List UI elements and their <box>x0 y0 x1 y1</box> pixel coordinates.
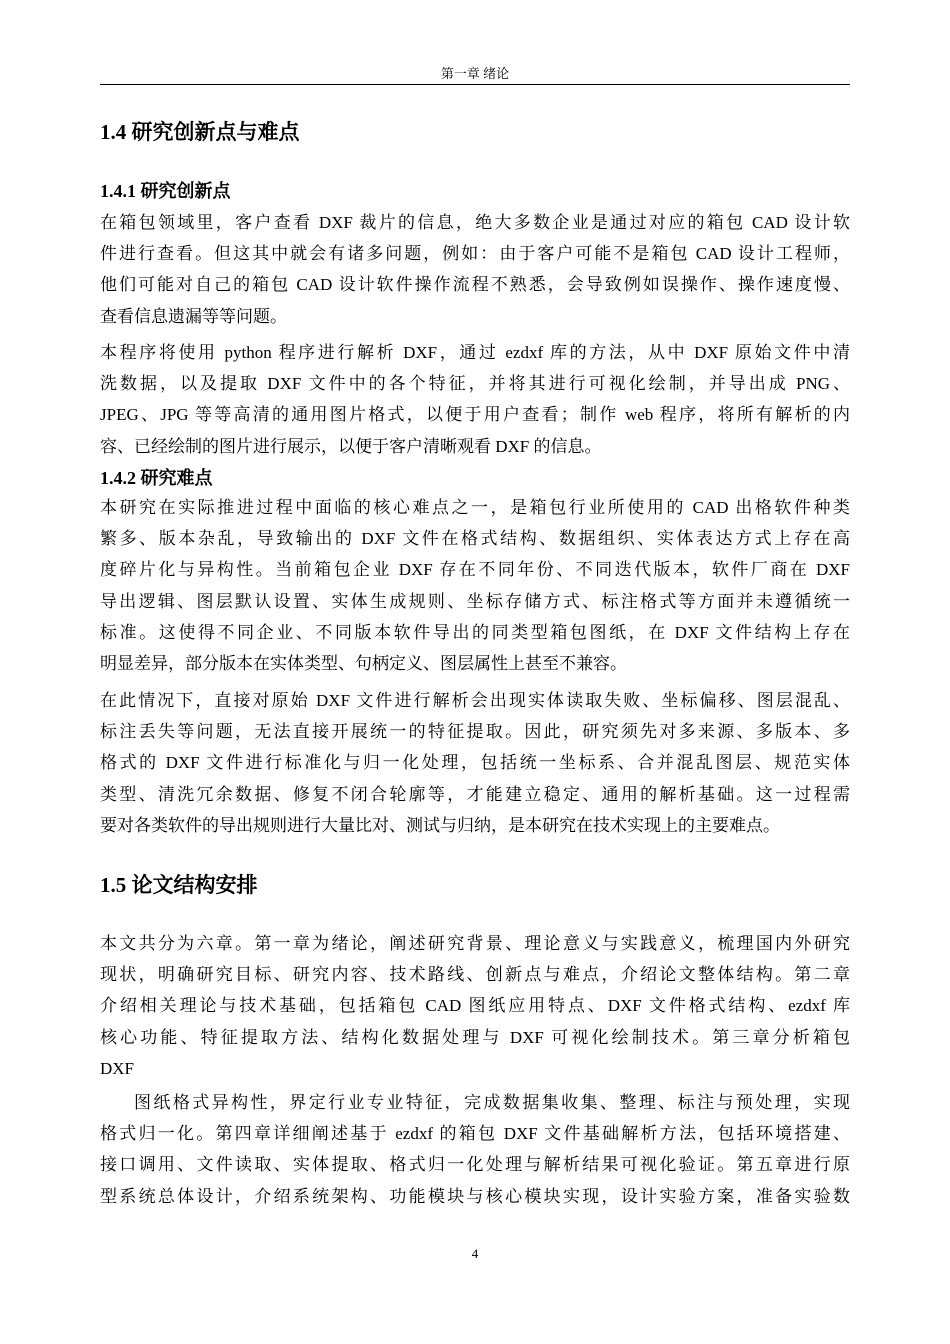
section-heading-1-4: 1.4 研究创新点与难点 <box>100 120 300 144</box>
text-line: 容、已经绘制的图片进行展示，以便于客户清晰观看 DXF 的信息。 <box>100 436 602 456</box>
text-line: 本研究在实际推进过程中面临的核心难点之一，是箱包行业所使用的 CAD 出格软件种类 <box>100 498 850 517</box>
text-line: 介绍相关理论与技术基础，包括箱包 CAD 图纸应用特点、DXF 文件格式结构、ezdxf 库 <box>100 996 850 1016</box>
text-line: 现状，明确研究目标、研究内容、技术路线、创新点与难点，介绍论文整体结构。第二章 <box>100 965 850 985</box>
text-line: 格式的 DXF 文件进行标准化与归一化处理，包括统一坐标系、合并混乱图层、规范实体 <box>100 753 850 773</box>
text-line: DXF <box>100 1058 135 1078</box>
text-line: 在此情况下，直接对原始 DXF 文件进行解析会出现实体读取失败、坐标偏移、图层混乱、 <box>100 691 850 710</box>
text-line: 要对各类软件的导出规则进行大量比对、测试与归纳，是本研究在技术实现上的主要难点。 <box>100 815 780 835</box>
text-line: 繁多、版本杂乱，导致输出的 DXF 文件在格式结构、数据组织、实体表达方式上存在高 <box>100 529 850 549</box>
paragraph-structure-1 <box>100 928 850 1084</box>
text-line: 在箱包领域里，客户查看 DXF 裁片的信息，绝大多数企业是通过对应的箱包 CAD 设计软 <box>100 213 850 232</box>
text-line: JPEG、JPG 等等高清的通用图片格式，以便于用户查看；制作 web 程序，将所有解析的内 <box>100 405 850 425</box>
section-heading-1-4-2: 1.4.2 研究难点 <box>100 468 213 488</box>
text-line: 图纸格式异构性，界定行业专业特征，完成数据集收集、整理、标注与预处理，实现 <box>134 1093 850 1112</box>
text-line: 接口调用、文件读取、实体提取、格式归一化处理与解析结果可视化验证。第五章进行原 <box>100 1155 850 1175</box>
paragraph-innovation-2 <box>100 337 850 462</box>
text-line: 查看信息遗漏等等问题。 <box>100 306 287 326</box>
text-line: 度碎片化与异构性。当前箱包企业 DXF 存在不同年份、不同迭代版本，软件厂商在 DXF <box>100 560 850 580</box>
text-line: 导出逻辑、图层默认设置、实体生成规则、坐标存储方式、标注格式等方面并未遵循统一 <box>100 591 850 611</box>
running-header: 第一章 绪论 <box>440 66 510 81</box>
section-heading-1-5: 1.5 论文结构安排 <box>100 873 258 897</box>
paragraph-difficulty-2 <box>100 685 850 841</box>
text-line: 格式归一化。第四章详细阐述基于 ezdxf 的箱包 DXF 文件基础解析方法，包括环境搭建、 <box>100 1124 850 1144</box>
text-line: 型系统总体设计，介绍系统架构、功能模块与核心模块实现，设计实验方案，准备实验数 <box>100 1186 850 1206</box>
text-line: 洗数据，以及提取 DXF 文件中的各个特征，并将其进行可视化绘制，并导出成 PNG、 <box>100 374 850 394</box>
text-line: 件进行查看。但这其中就会有诸多问题，例如：由于客户可能不是箱包 CAD 设计工程师， <box>100 244 850 264</box>
text-line: 标准。这使得不同企业、不同版本软件导出的同类型箱包图纸，在 DXF 文件结构上存在 <box>100 622 850 642</box>
text-line: 他们可能对自己的箱包 CAD 设计软件操作流程不熟悉，会导致例如误操作、操作速度慢、 <box>100 275 850 295</box>
text-line: 明显差异，部分版本在实体类型、句柄定义、图层属性上甚至不兼容。 <box>100 653 627 673</box>
paragraph-structure-2 <box>100 1087 850 1212</box>
text-line: 标注丢失等问题，无法直接开展统一的特征提取。因此，研究须先对多来源、多版本、多 <box>100 722 850 742</box>
section-heading-1-4-1: 1.4.1 研究创新点 <box>100 181 231 201</box>
paragraph-difficulty-1 <box>100 492 850 679</box>
text-line: 本程序将使用 python 程序进行解析 DXF，通过 ezdxf 库的方法，从中 DXF 原始文件中清 <box>100 343 850 362</box>
text-line: 类型、清洗冗余数据、修复不闭合轮廓等，才能建立稳定、通用的解析基础。这一过程需 <box>100 784 850 804</box>
paragraph-innovation-1 <box>100 207 850 332</box>
header-rule <box>100 84 850 85</box>
page-number: 4 <box>471 1246 479 1261</box>
text-line: 核心功能、特征提取方法、结构化数据处理与 DXF 可视化绘制技术。第三章分析箱包 <box>100 1027 850 1047</box>
text-line: 本文共分为六章。第一章为绪论，阐述研究背景、理论意义与实践意义，梳理国内外研究 <box>100 934 850 953</box>
